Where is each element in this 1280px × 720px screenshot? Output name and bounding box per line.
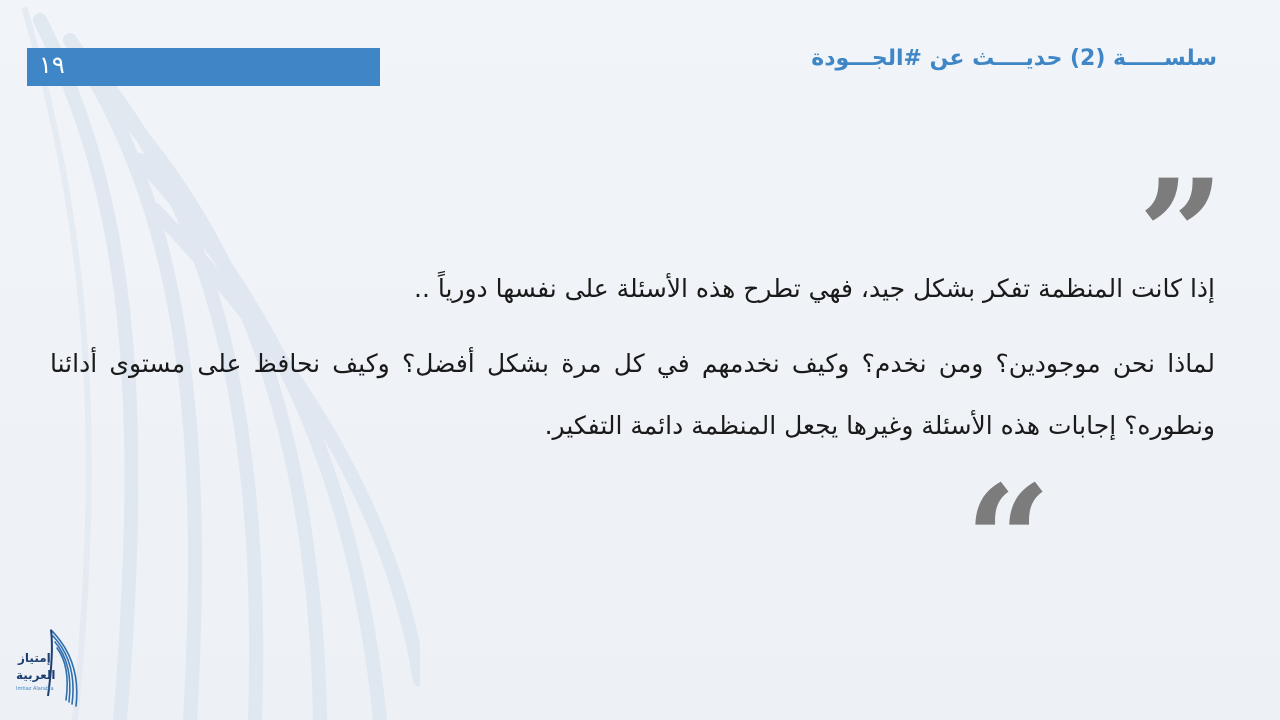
series-title: سلســـــة (2) حديــــث عن #الجـــودة xyxy=(811,46,1217,71)
questions-paragraph: لماذا نحن موجودين؟ ومن نخدم؟ وكيف نخدمهم في كل مرة بشكل أفضل؟ وكيف نحافظ على مستوى أدائنا ونطوره؟ إجابات هذه الأسئلة وغيرها يجعل المنظمة دائمة التفكير. xyxy=(50,349,1215,440)
closing-quote-icon: ” xyxy=(1138,147,1225,323)
opening-quote-icon: “ xyxy=(965,453,1052,629)
imtiaz-logo-icon xyxy=(14,626,84,710)
logo-line-3: Imtiaz Alarabia xyxy=(16,686,54,692)
intro-paragraph: إذا كانت المنظمة تفكر بشكل جيد، فهي تطرح هذه الأسئلة على نفسها دورياً .. xyxy=(414,274,1215,303)
logo-line-1: إمتياز xyxy=(18,651,51,665)
logo-line-2: العربية xyxy=(16,668,56,682)
page-number-bar xyxy=(27,48,380,86)
page-number: ١٩ xyxy=(39,51,65,79)
